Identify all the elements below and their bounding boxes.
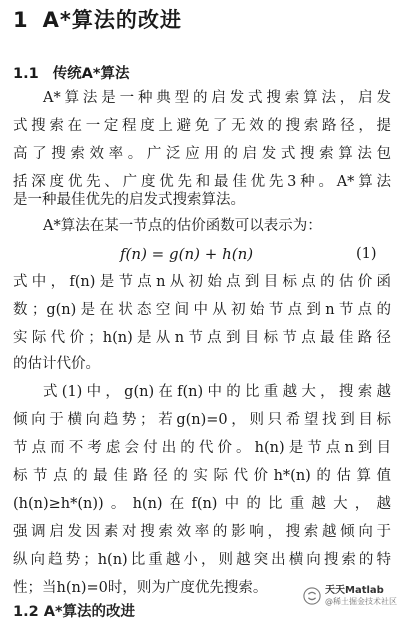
paragraph-line: 标节点的最佳路径的实际代价h*(n)的估算值: [13, 468, 391, 484]
subsection-number: 1.1: [13, 66, 39, 82]
paragraph-line: A*算法是一种典型的启发式搜索算法，启发: [43, 90, 391, 106]
paragraph-line: 式搜索在一定程度上避免了无效的搜索路径，提: [13, 118, 391, 134]
paragraph-line: 括深度优先、广度优先和最佳优先3种。A*算法: [13, 174, 391, 190]
paragraph-line: 节点而不考虑会付出的代价。h(n)是节点n到目: [13, 440, 391, 456]
paragraph-line: 实际代价；h(n)是从n节点到目标节点最佳路径: [13, 330, 391, 346]
section-title: A*算法的改进: [42, 8, 182, 32]
paragraph-line: 的估计代价。: [13, 356, 100, 372]
paragraph-line: 式中，f(n)是节点n从初始点到目标点的估价函: [13, 274, 391, 290]
paragraph-line: (h(n)≥h*(n))。h(n)在f(n)中的比重越大，越: [13, 496, 391, 512]
paragraph-line: 是一种最佳优先的启发式搜索算法。: [13, 192, 245, 208]
wechat-logo-icon: [303, 587, 321, 605]
paragraph-line: 式(1)中，g(n)在f(n)中的比重越大，搜索越: [43, 384, 391, 400]
paragraph-line: 倾向于横向趋势；若g(n)=0，则只希望找到目标: [13, 412, 391, 428]
paragraph-line: 纵向趋势；h(n)比重越小，则越突出横向搜索的特: [13, 552, 391, 568]
formula: f(n) = g(n) + h(n): [120, 245, 254, 263]
paragraph-line: 数；g(n)是在状态空间中从初始节点到n节点的: [13, 302, 391, 318]
subsection-title: 传统A*算法: [52, 66, 130, 82]
subsection-heading: [13, 62, 130, 83]
paragraph-line: 高了搜索效率。广泛应用的启发式搜索算法包: [13, 146, 391, 162]
watermark: [303, 585, 397, 607]
section-number: 1: [13, 8, 29, 32]
paragraph-line: 性；当h(n)=0时，则为广度优先搜索。: [13, 580, 268, 596]
watermark-name: 天天Matlab: [325, 585, 384, 596]
next-heading-partial: 1.2 A*算法的改进: [13, 604, 136, 620]
paragraph-line: A*算法在某一节点的估价函数可以表示为：: [43, 218, 322, 234]
paragraph-line: 强调启发因素对搜索效率的影响，搜索越倾向于: [13, 524, 391, 540]
equation-number: (1): [356, 246, 377, 262]
watermark-sub: @稀土掘金技术社区: [325, 597, 397, 606]
section-heading: [13, 4, 182, 34]
